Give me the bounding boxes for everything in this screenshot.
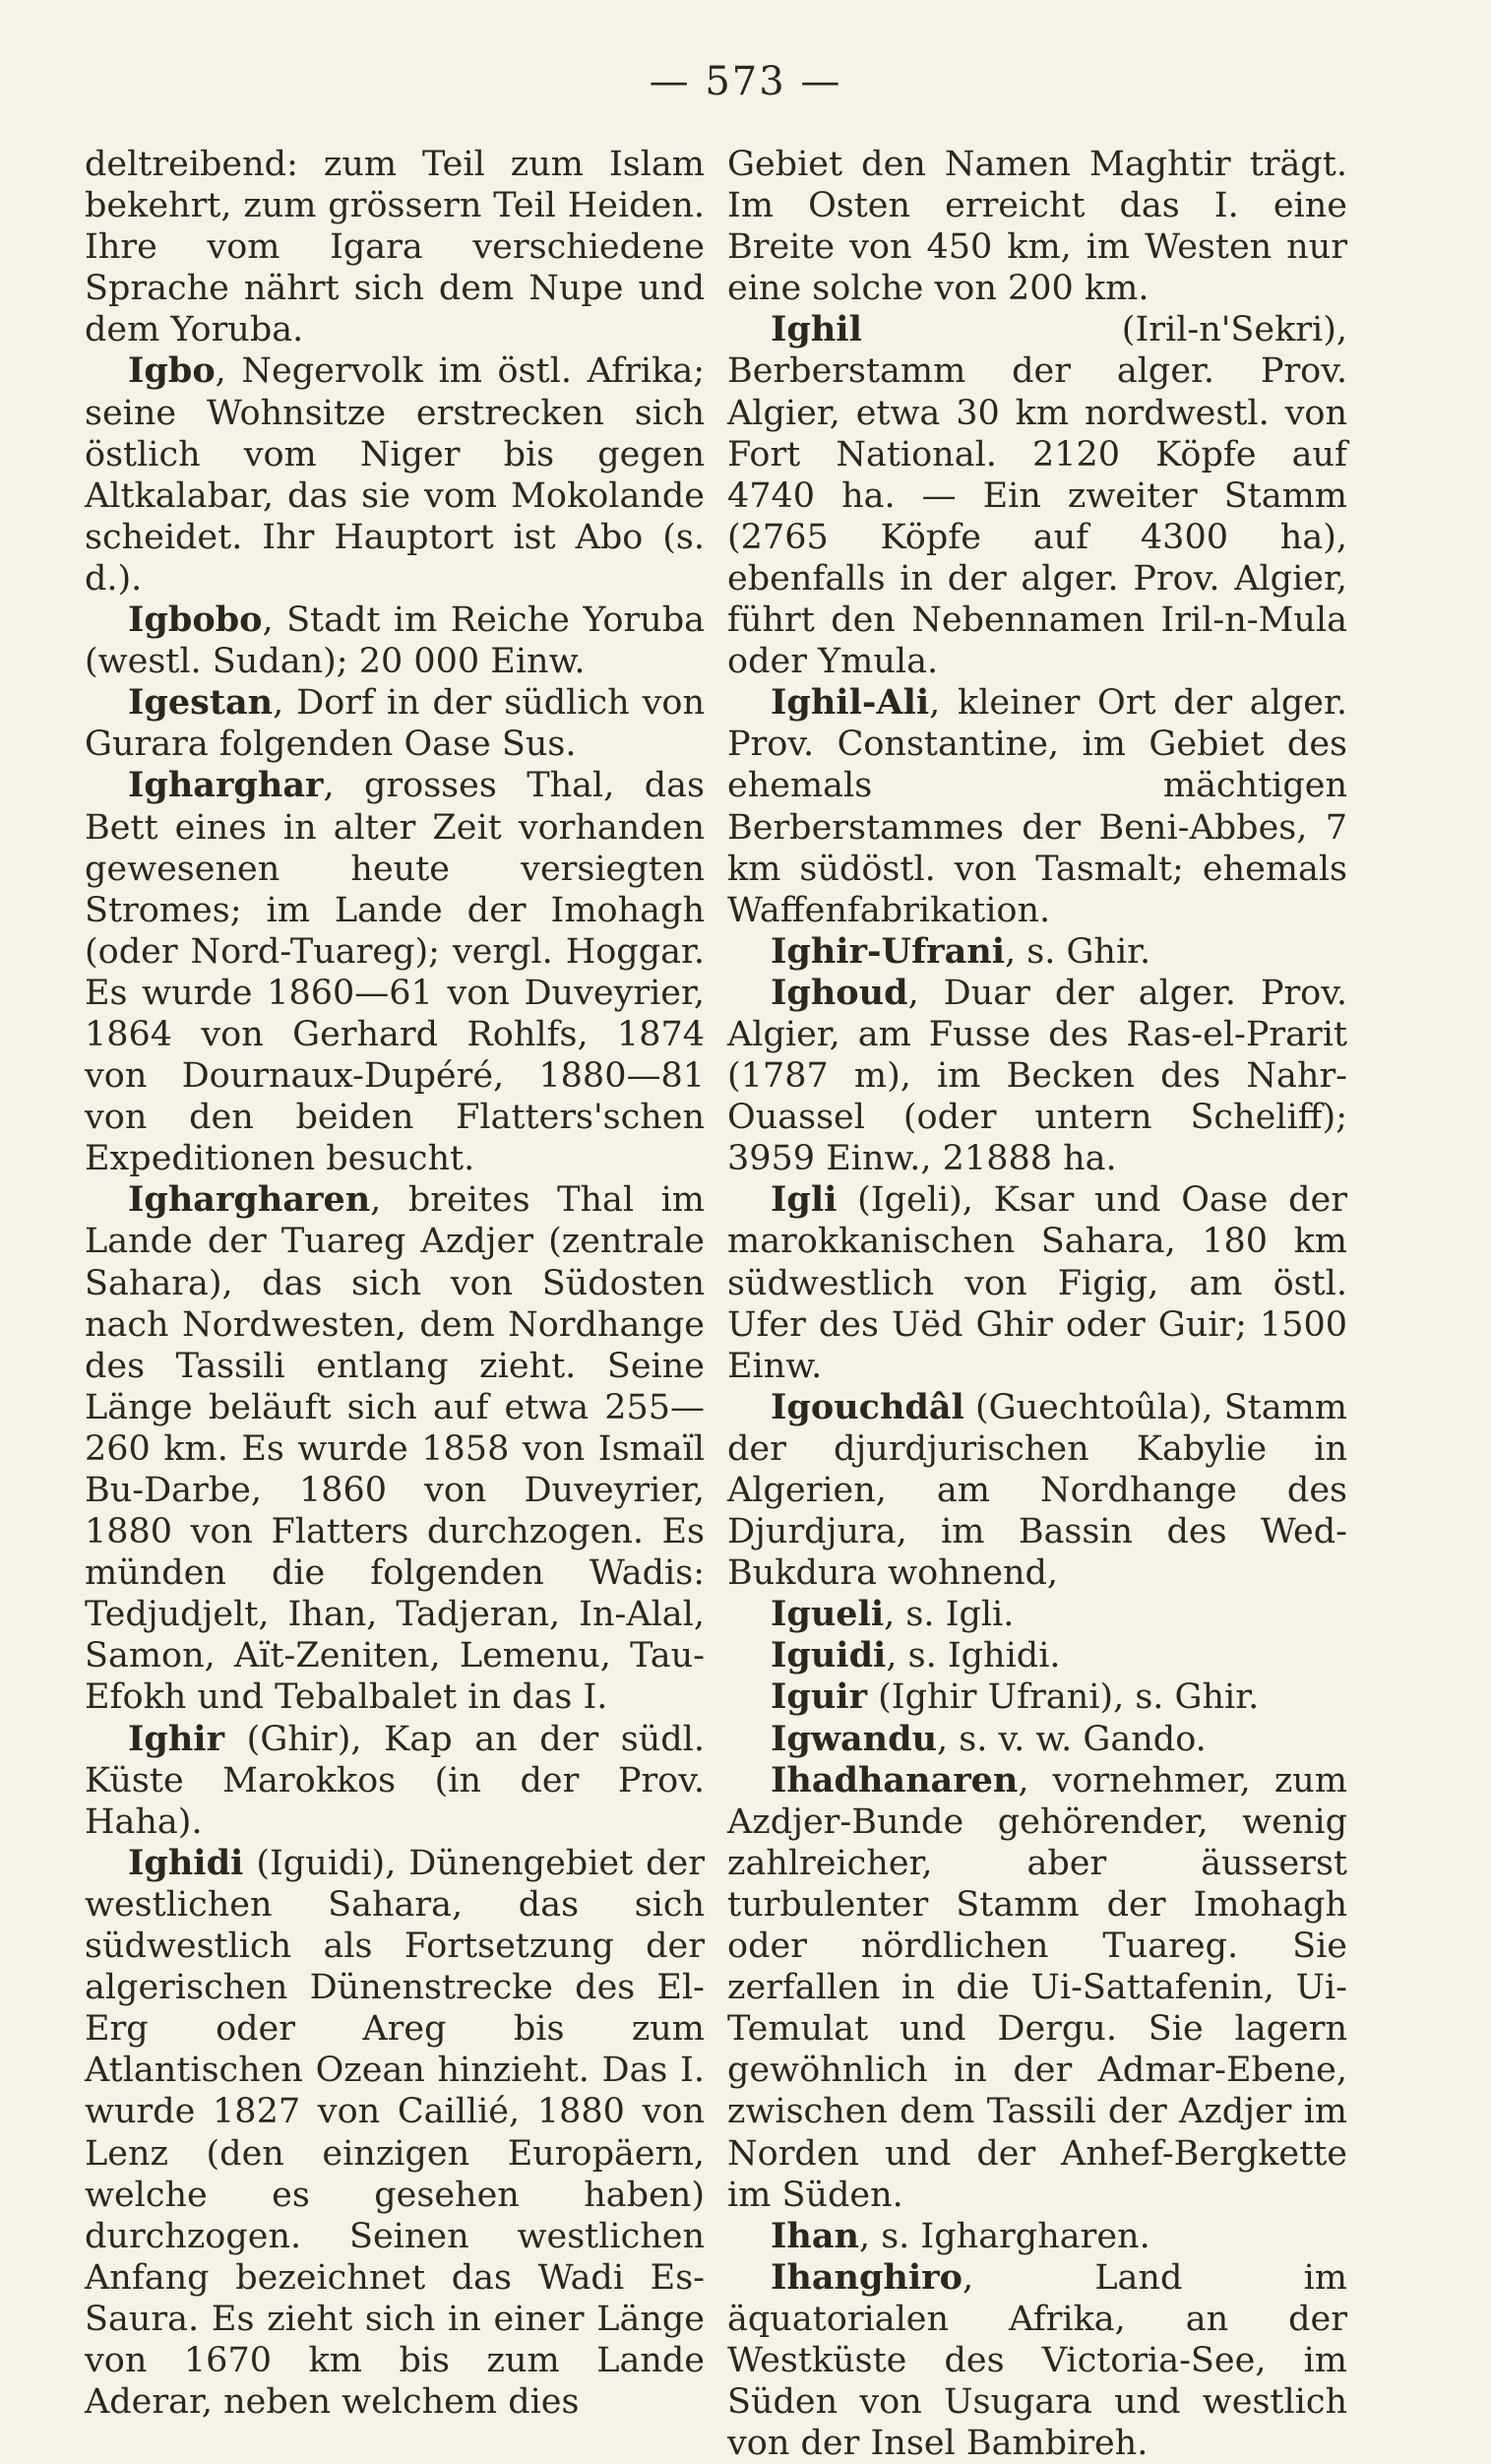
entry-text: , s. Ghir. [1005,931,1151,972]
entry-text: , s. Ighargharen. [858,2216,1150,2256]
entry-headword: Ighargharen [128,1179,371,1221]
entry-headword: Igueli [771,1594,885,1635]
dictionary-entry [85,600,705,682]
dictionary-entry [727,2216,1347,2257]
entry-text: , s. Igli. [884,1595,1015,1635]
entry-headword: Ighidi [128,1842,244,1883]
dictionary-entry [727,309,1347,682]
entry-text: (Ighir Ufrani), s. Ghir. [867,1677,1260,1718]
entry-text: (Guechtoûla), Stamm der djurdjurischen Kabylie in Algerien, am Nordhange des Djurdjura, im Bassin des Wed-Bukdura wohnend, [727,1387,1347,1594]
page-number: — 573 — [649,59,842,104]
entry-text: , s. Ighidi. [886,1636,1061,1676]
entry-text: , s. v. w. Gando. [937,1719,1207,1759]
entry-headword: Ighil [771,309,862,350]
entry-headword: Igouchdâl [771,1386,964,1427]
dictionary-entry [727,1719,1347,1760]
dictionary-entry [727,1179,1347,1386]
dictionary-entry [727,973,1347,1179]
dictionary-entry [727,682,1347,931]
entry-headword: Igestan [128,682,274,724]
entry-text: , grosses Thal, das Bett eines in alter Zeit vorhanden gewesenen heute versiegten Stromes; im Lande der Imohagh (oder Nord-Tuareg); vergl. Hoggar. Es wurde 1860—61 von Duveyrier, 1864 von Gerhard Rohlfs, 1874 von Dournaux-Dupéré, 1880—81 von den beiden Flatters'schen Expeditionen besucht. [85,766,705,1179]
entry-text: , Dorf in der südlich von Gurara folgenden Oase Sus. [85,683,705,765]
dictionary-entry [85,682,705,765]
dictionary-entry [727,1676,1347,1718]
entry-text: deltreibend: zum Teil zum Islam bekehrt, zum grössern Teil Heiden. Ihre vom Igara verschiedene Sprache nährt sich dem Nupe und dem Yoruba. [85,145,705,350]
entry-text: , Land im äquatorialen Afrika, an der Westküste des Victoria-See, im Süden von Usugara und westlich von der Insel Bambireh. [727,2257,1347,2464]
entry-text: (Iguidi), Dünengebiet der westlichen Sahara, das sich südwestlich als Fortsetzung der algerischen Dünenstrecke des El-Erg oder Areg bis zum Atlantischen Ozean hinzieht. Das I. wurde 1827 von Caillié, 1880 von Lenz (den einzigen Europäern, welche es gesehen haben) durchzogen. Seinen westlichen Anfang bezeichnet das Wadi Es-Saura. Es zieht sich in einer Länge von 1670 km bis zum Lande Aderar, neben welchem dies [85,1843,705,2423]
entry-headword: Ihan [771,2215,859,2256]
entry-headword: Igharghar [128,765,324,806]
entry-text: , Negervolk im östl. Afrika; seine Wohnsitze erstrecken sich östlich vom Niger bis gegen Altkalabar, das sie vom Mokolande scheidet. Ihr Hauptort ist Abo (s. d.). [85,351,705,599]
dictionary-entry [727,1635,1347,1676]
entry-headword: Ighir-Ufrani [771,930,1005,972]
dictionary-entry [85,765,705,1179]
left-column [85,144,705,2423]
entry-headword: Ihanghiro [771,2256,963,2298]
entry-headword: Iguir [771,1676,868,1718]
entry-continuation [727,144,1347,309]
dictionary-entry [727,1594,1347,1635]
entry-text: , Stadt im Reiche Yoruba (westl. Sudan); 20 000 Einw. [85,600,705,682]
dictionary-entry [727,2257,1347,2464]
entry-headword: Igbobo [128,600,263,641]
entry-headword: Ighir [128,1718,225,1759]
entry-text: , vornehmer, zum Azdjer-Bunde gehörender, wenig zahlreicher, aber äusserst turbulenter Stamm der Imohagh oder nördlichen Tuareg. Sie zerfallen in die Ui-Sattafenin, Ui-Temulat und Dergu. Sie lagern gewöhnlich in der Admar-Ebene, zwischen dem Tassili der Azdjer im Norden und der Anhef-Bergkette im Süden. [727,1760,1347,2215]
entry-text: , breites Thal im Lande der Tuareg Azdjer (zentrale Sahara), das sich von Südosten nach Nordwesten, dem Nordhange des Tassili entlang zieht. Seine Länge beläuft sich auf etwa 255—260 km. Es wurde 1858 von Ismaïl Bu-Darbe, 1860 von Duveyrier, 1880 von Flatters durchzogen. Es münden die folgenden Wadis: Tedjudjelt, Ihan, Tadjeran, In-Alal, Samon, Aït-Zeniten, Lemenu, Tau-Efokh und Tebalbalet in das I. [85,1180,705,1718]
dictionary-entry [727,1760,1347,2216]
entry-text: (Ghir), Kap an der südl. Küste Marokkos (in der Prov. Haha). [85,1719,705,1842]
dictionary-entry [727,1387,1347,1594]
dictionary-entry [85,1843,705,2423]
entry-headword: Igli [771,1179,838,1221]
entry-text: Gebiet den Namen Maghtir trägt. Im Osten erreicht das I. eine Breite von 450 km, im Westen nur eine solche von 200 km. [727,145,1347,309]
entry-text: , kleiner Ort der alger. Prov. Constantine, im Gebiet des ehemals mächtigen Berberstammes der Beni-Abbes, 7 km südöstl. von Tasmalt; ehemals Waffenfabrikation. [727,683,1347,930]
entry-headword: Ighoud [771,972,908,1013]
entry-headword: Ihadhanaren [771,1759,1019,1801]
dictionary-entry [727,931,1347,973]
entry-headword: Igbo [128,350,216,392]
dictionary-entry [85,1719,705,1843]
entry-continuation [85,144,705,350]
right-column [727,144,1347,2464]
entry-text: , Duar der alger. Prov. Algier, am Fusse des Ras-el-Prarit (1787 m), im Becken des Nahr-Ouassel (oder untern Scheliff); 3959 Einw., 21888 ha. [727,973,1347,1179]
dictionary-entry [85,350,705,600]
entry-headword: Ighil-Ali [771,682,930,724]
entry-headword: Iguidi [771,1635,887,1676]
dictionary-entry [85,1179,705,1718]
entry-text: (Igeli), Ksar und Oase der marokkanischen Sahara, 180 km südwestlich von Figig, am östl. Ufer des Uëd Ghir oder Guir; 1500 Einw. [727,1180,1347,1386]
entry-text: (Iril-n'Sekri), Berberstamm der alger. Prov. Algier, etwa 30 km nordwestl. von Fort National. 2120 Köpfe auf 4740 ha. — Ein zweiter Stamm (2765 Köpfe auf 4300 ha), ebenfalls in der alger. Prov. Algier, führt den Nebennamen Iril-n-Mula oder Ymula. [727,310,1347,682]
entry-headword: Igwandu [771,1718,938,1759]
